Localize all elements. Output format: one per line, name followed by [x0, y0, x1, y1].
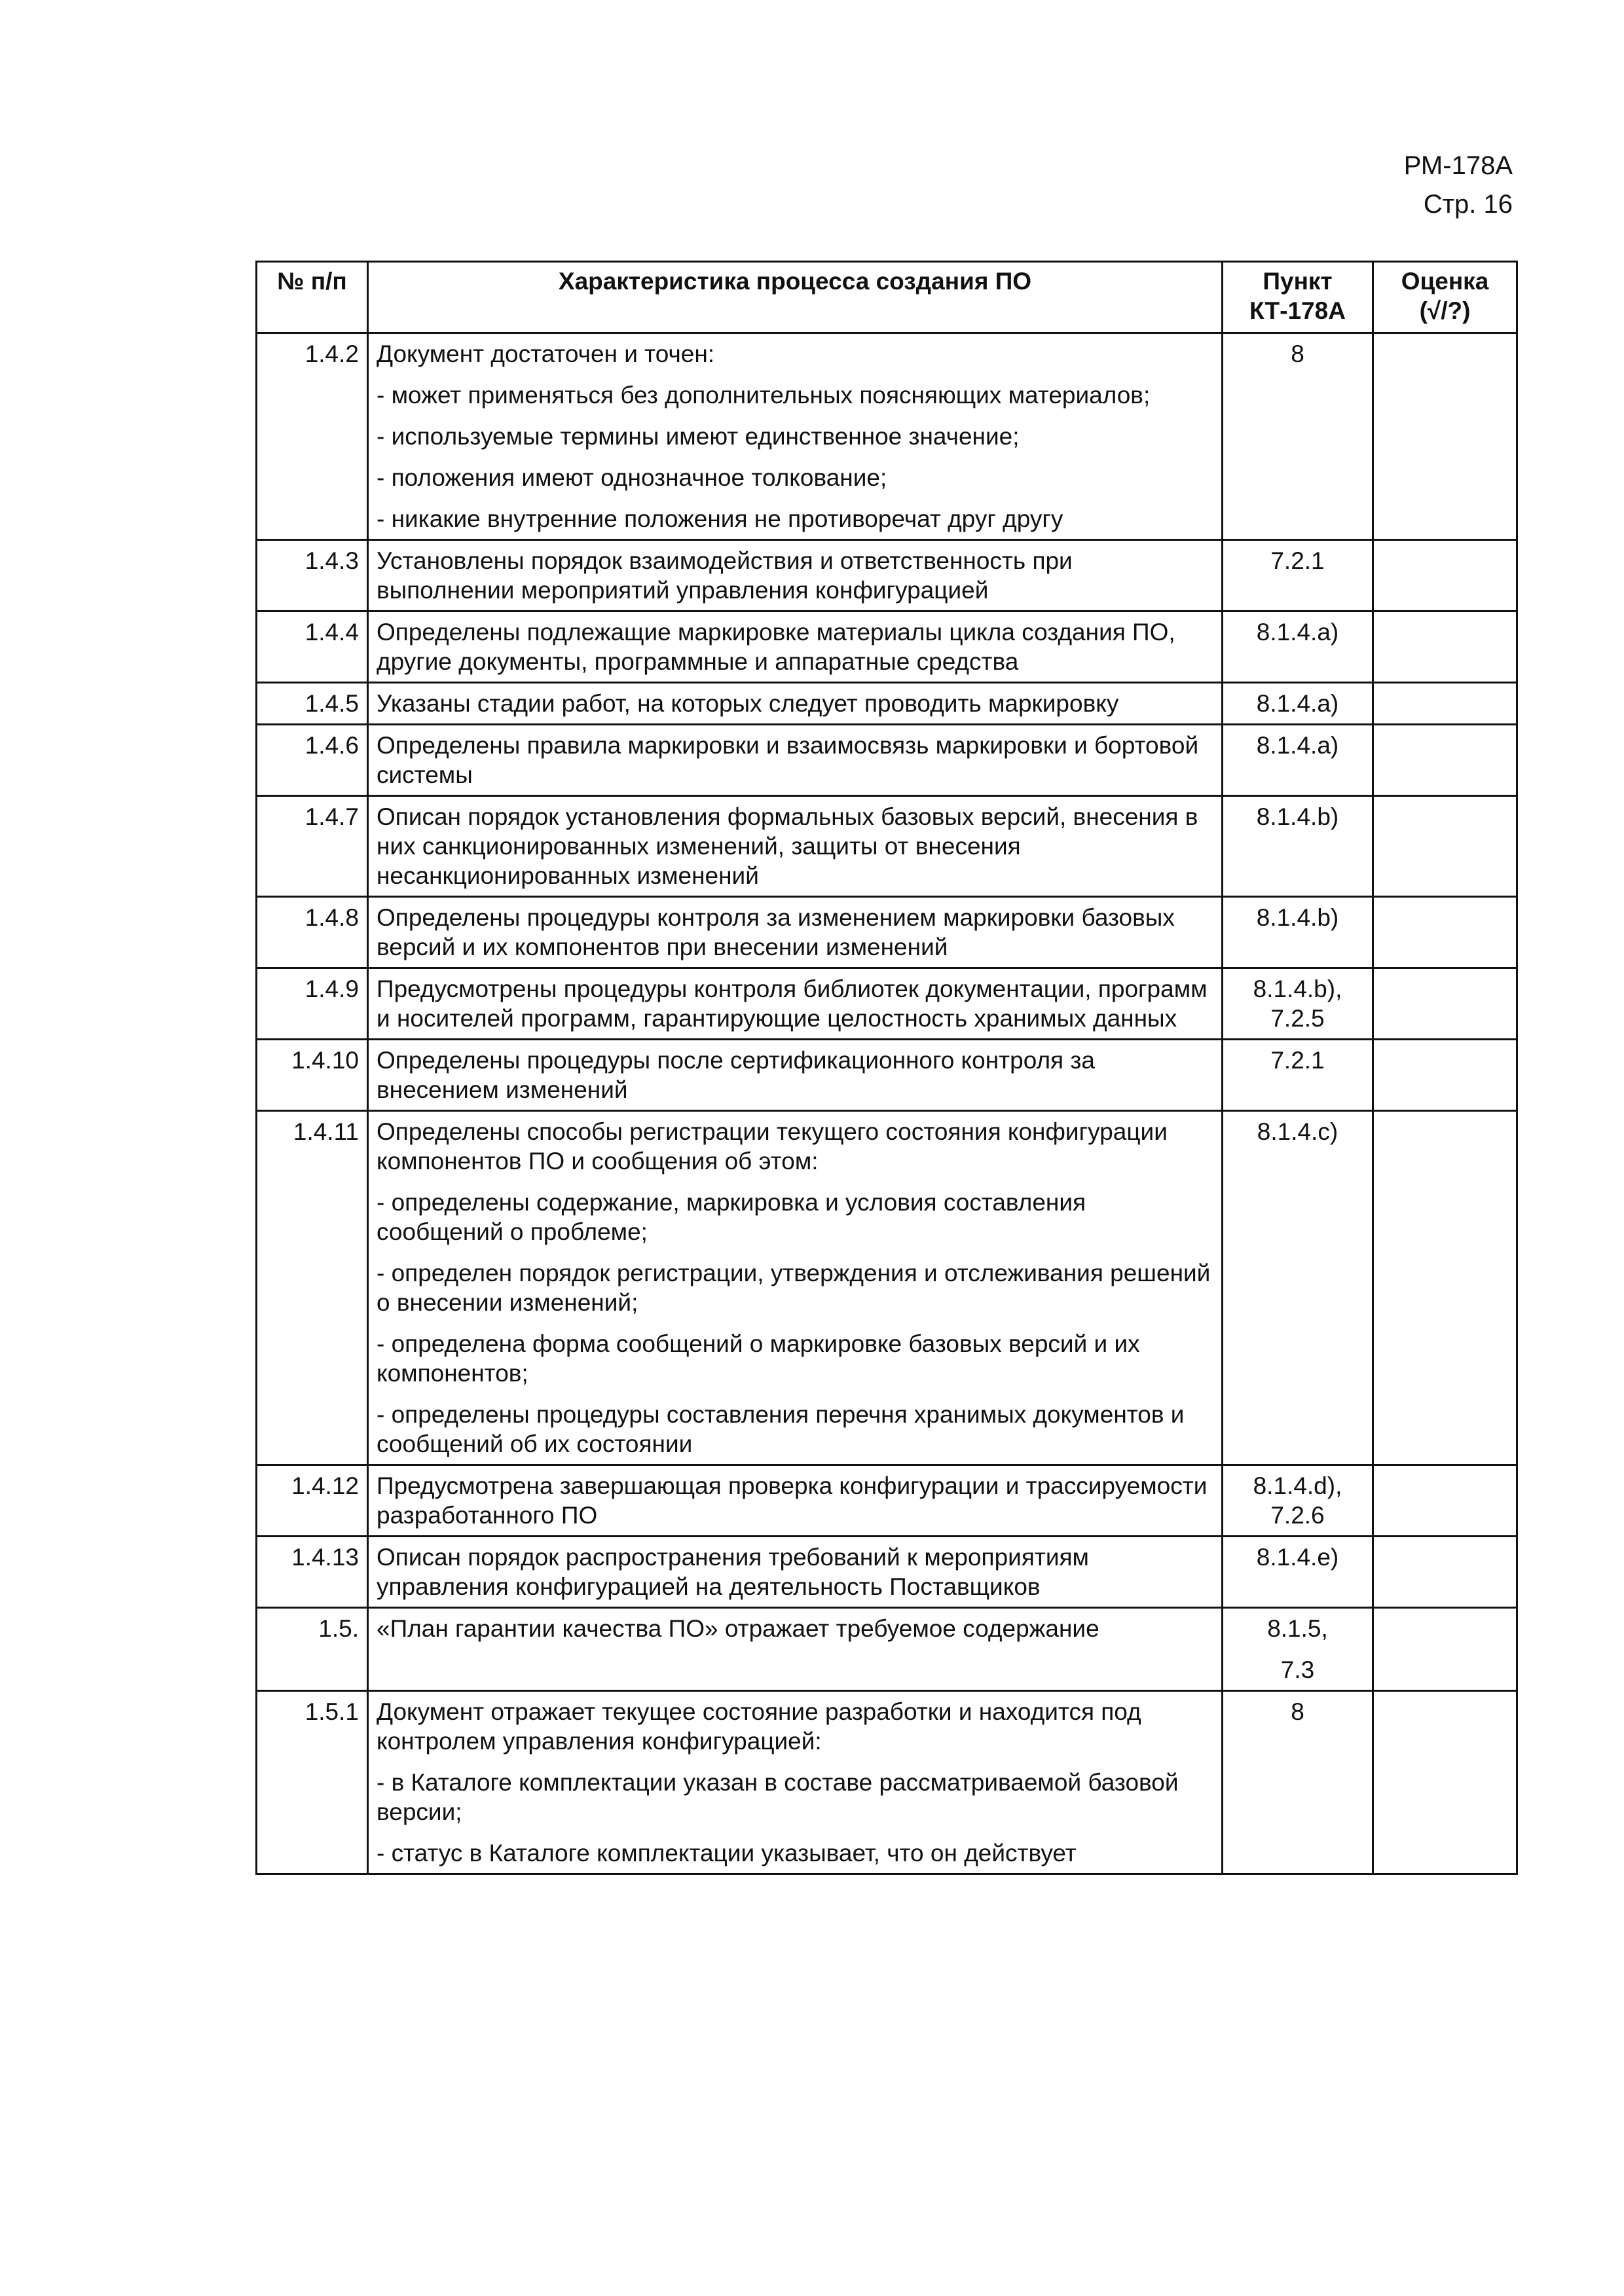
table-row — [257, 796, 1517, 897]
row-number: 1.4.4 — [257, 611, 368, 683]
row-clause — [1223, 796, 1373, 897]
row-characteristic — [368, 1111, 1223, 1465]
row-clause — [1223, 725, 1373, 796]
row-clause — [1223, 683, 1373, 725]
characteristic-paragraph: Документ отражает текущее состояние разработки и находится под контролем управления конфигурацией: — [377, 1698, 1141, 1755]
row-assessment-cell[interactable] — [1373, 796, 1517, 897]
table-header-row — [257, 262, 1517, 333]
characteristic-paragraph: Указаны стадии работ, на которых следует проводить маркировку — [377, 690, 1119, 717]
row-assessment-cell[interactable] — [1373, 333, 1517, 540]
table-row — [257, 897, 1517, 968]
table-row — [257, 683, 1517, 725]
characteristic-paragraph: - определен порядок регистрации, утверждения и отслеживания решений о внесении изменений; — [377, 1260, 1211, 1316]
column-header-characteristic: Характеристика процесса создания ПО — [368, 262, 1223, 333]
row-characteristic — [368, 540, 1223, 611]
clause-reference: 8.1.4.c) — [1257, 1118, 1338, 1145]
clause-reference: 8 — [1291, 340, 1304, 367]
row-clause — [1223, 1537, 1373, 1608]
characteristic-paragraph: - определены процедуры составления перечня хранимых документов и сообщений об их состоянии — [377, 1401, 1185, 1457]
table-row — [257, 1537, 1517, 1608]
characteristic-paragraph: Установлены порядок взаимодействия и ответственность при выполнении мероприятий управления конфигурацией — [377, 547, 1073, 604]
table-row — [257, 1040, 1517, 1111]
row-assessment-cell[interactable] — [1373, 683, 1517, 725]
clause-reference: 7.2.1 — [1270, 1047, 1325, 1074]
characteristic-paragraph: Определены способы регистрации текущего состояния конфигурации компонентов ПО и сообщения об этом: — [377, 1118, 1168, 1175]
row-number: 1.4.5 — [257, 683, 368, 725]
characteristic-paragraph: Определены процедуры контроля за изменением маркировки базовых версий и их компонентов при внесении изменений — [377, 904, 1175, 960]
table-row — [257, 611, 1517, 683]
characteristic-paragraph: Определены подлежащие маркировке материалы цикла создания ПО, другие документы, программные и аппаратные средства — [377, 619, 1175, 675]
clause-reference: 8 — [1291, 1698, 1304, 1725]
clause-reference: 8.1.5, — [1267, 1615, 1328, 1642]
row-assessment-cell[interactable] — [1373, 968, 1517, 1040]
row-assessment-cell[interactable] — [1373, 611, 1517, 683]
row-characteristic — [368, 897, 1223, 968]
row-number: 1.4.8 — [257, 897, 368, 968]
clause-reference: 8.1.4.a) — [1256, 690, 1339, 717]
characteristic-paragraph: Предусмотрены процедуры контроля библиотек документации, программ и носителей программ, гарантирующие целостность хранимых данных — [377, 975, 1208, 1032]
row-number: 1.4.6 — [257, 725, 368, 796]
row-clause — [1223, 897, 1373, 968]
row-number: 1.4.10 — [257, 1040, 368, 1111]
checklist-table — [255, 261, 1518, 1875]
row-characteristic — [368, 611, 1223, 683]
clause-reference: 7.2.5 — [1270, 1005, 1325, 1032]
table-row — [257, 1608, 1517, 1691]
characteristic-paragraph: - может применяться без дополнительных поясняющих материалов; — [377, 382, 1151, 409]
row-characteristic — [368, 725, 1223, 796]
row-number: 1.4.12 — [257, 1465, 368, 1537]
row-number: 1.4.9 — [257, 968, 368, 1040]
clause-reference: 8.1.4.b) — [1256, 904, 1339, 931]
table-row — [257, 1111, 1517, 1465]
row-clause — [1223, 968, 1373, 1040]
row-characteristic — [368, 1537, 1223, 1608]
row-characteristic — [368, 796, 1223, 897]
row-number: 1.5. — [257, 1608, 368, 1691]
table-row — [257, 540, 1517, 611]
characteristic-paragraph: - в Каталоге комплектации указан в составе рассматриваемой базовой версии; — [377, 1769, 1179, 1825]
clause-reference: 8.1.4.d), — [1253, 1472, 1342, 1499]
clause-reference: 7.2.6 — [1270, 1502, 1325, 1529]
characteristic-paragraph: - определена форма сообщений о маркировке базовых версий и их компонентов; — [377, 1330, 1140, 1387]
characteristic-paragraph: Предусмотрена завершающая проверка конфигурации и трассируемости разработанного ПО — [377, 1472, 1208, 1529]
column-header-number: № п/п — [257, 262, 368, 333]
table-row — [257, 333, 1517, 540]
characteristic-paragraph: «План гарантии качества ПО» отражает требуемое содержание — [377, 1615, 1099, 1642]
clause-reference: 8.1.4.a) — [1256, 619, 1339, 646]
characteristic-paragraph: Определены правила маркировки и взаимосвязь маркировки и бортовой системы — [377, 732, 1199, 788]
row-assessment-cell[interactable] — [1373, 1111, 1517, 1465]
page-number: Стр. 16 — [1423, 190, 1513, 219]
row-assessment-cell[interactable] — [1373, 1465, 1517, 1537]
table-row — [257, 1691, 1517, 1874]
row-number: 1.4.13 — [257, 1537, 368, 1608]
characteristic-paragraph: - никакие внутренние положения не противоречат друг другу — [377, 505, 1063, 532]
clause-reference: 8.1.4.b) — [1256, 803, 1339, 830]
characteristic-paragraph: Описан порядок распространения требований к мероприятиям управления конфигурацией на деятельность Поставщиков — [377, 1544, 1089, 1600]
row-clause — [1223, 540, 1373, 611]
table-row — [257, 725, 1517, 796]
row-number: 1.4.7 — [257, 796, 368, 897]
row-clause — [1223, 1608, 1373, 1691]
row-characteristic — [368, 1608, 1223, 1691]
clause-reference: 7.2.1 — [1270, 547, 1325, 574]
clause-reference: 8.1.4.e) — [1256, 1544, 1339, 1571]
row-number: 1.4.3 — [257, 540, 368, 611]
clause-reference: 7.3 — [1280, 1656, 1315, 1683]
row-assessment-cell[interactable] — [1373, 540, 1517, 611]
row-characteristic — [368, 1040, 1223, 1111]
row-clause — [1223, 1111, 1373, 1465]
characteristic-paragraph: Определены процедуры после сертификационного контроля за внесением изменений — [377, 1047, 1095, 1103]
row-characteristic — [368, 1691, 1223, 1874]
characteristic-paragraph: Документ достаточен и точен: — [377, 340, 715, 367]
row-characteristic — [368, 683, 1223, 725]
row-assessment-cell[interactable] — [1373, 725, 1517, 796]
column-header-assessment: Оценка (√/?) — [1373, 262, 1517, 333]
table-row — [257, 968, 1517, 1040]
characteristic-paragraph: - статус в Каталоге комплектации указывает, что он действует — [377, 1840, 1077, 1867]
characteristic-paragraph: - определены содержание, маркировка и условия составления сообщений о проблеме; — [377, 1189, 1086, 1245]
row-assessment-cell[interactable] — [1373, 1537, 1517, 1608]
characteristic-paragraph: - используемые термины имеют единственное значение; — [377, 423, 1020, 450]
row-clause — [1223, 1465, 1373, 1537]
row-number: 1.5.1 — [257, 1691, 368, 1874]
row-number: 1.4.2 — [257, 333, 368, 540]
row-clause — [1223, 1691, 1373, 1874]
row-assessment-cell[interactable] — [1373, 897, 1517, 968]
table-row — [257, 1465, 1517, 1537]
row-clause — [1223, 333, 1373, 540]
row-clause — [1223, 611, 1373, 683]
row-assessment-cell[interactable] — [1373, 1608, 1517, 1691]
row-assessment-cell[interactable] — [1373, 1691, 1517, 1874]
clause-reference: 8.1.4.b), — [1253, 975, 1342, 1002]
row-number: 1.4.11 — [257, 1111, 368, 1465]
row-clause — [1223, 1040, 1373, 1111]
row-characteristic — [368, 1465, 1223, 1537]
characteristic-paragraph: Описан порядок установления формальных базовых версий, внесения в них санкционированных изменений, защиты от внесения несанкционированных изменений — [377, 803, 1198, 889]
clause-reference: 8.1.4.a) — [1256, 732, 1339, 759]
row-characteristic — [368, 333, 1223, 540]
document-code: РМ-178А — [1403, 151, 1513, 180]
characteristic-paragraph: - положения имеют однозначное толкование; — [377, 464, 887, 491]
row-characteristic — [368, 968, 1223, 1040]
column-header-clause: Пункт КТ-178А — [1223, 262, 1373, 333]
row-assessment-cell[interactable] — [1373, 1040, 1517, 1111]
